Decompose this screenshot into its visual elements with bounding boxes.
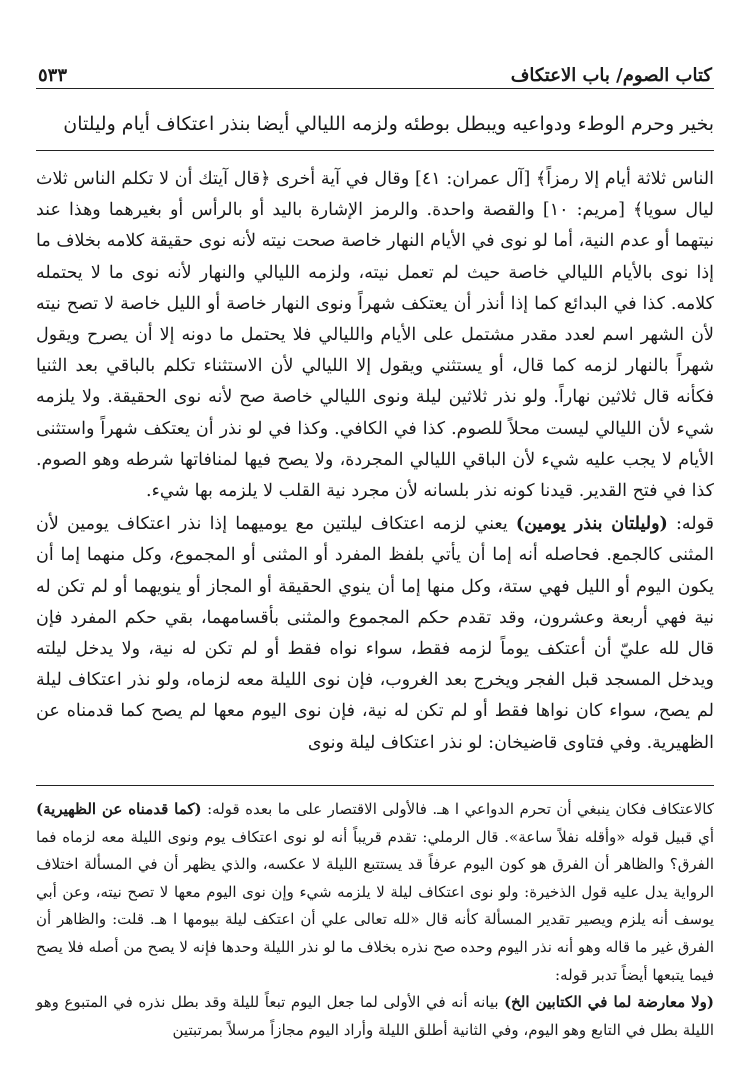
main-text: بخير وحرم الوطء ودواعيه ويبطل بوطئه ولزمه الليالي أيضا بنذر اعتكاف أيام وليلتان: [63, 113, 714, 135]
page-number: ٥٣٣: [38, 65, 68, 86]
footnote-paragraph-2: [36, 989, 714, 1044]
footnotes: [36, 796, 714, 1044]
paragraph-body: يعني لزمه اعتكاف ليلتين مع يوميهما إذا نذر اعتكاف يومين لأن المثنى كالجمع. فحاصله أنه إما أن يأتي بلفظ المفرد أو المثنى أو المجموع، وكل منهما إما أن يكون اليوم أو الليل فهي ستة، وكل منها إما أن ينوي الحقيقة أو المجاز أو ينويهما أو لم تكن له نية فهي أربعة وعشرون، وقد تقدم حكم المجموع والمثنى بأقسامهما، بقي حكم المفرد فإن قال لله عليّ أن أعتكف يوماً لزمه فقط، سواء نواه فقط أو لم تكن له نية، ولا يدخل ليلته ويدخل المسجد قبل الفجر ويخرج بعد الغروب، فإن نوى الليلة معه لزماه، ولو نذر اعتكاف ليلة لم يصح، سواء كان نواها فقط أو لم تكن له نية، فإن نوى اليوم معها لم يصح كما قدمناه عن الظهيرية. وفي فتاوى قاضيخان: لو نذر اعتكاف ليلة ونوى: [36, 514, 714, 753]
commentary-paragraph-2: [36, 509, 714, 759]
footnote-lead: كالاعتكاف فكان ينبغي أن تحرم الدواعي ا هـ. فالأولى الاقتصار على ما بعده قوله:: [201, 800, 714, 818]
footnote-quoted-phrase-2: (ولا معارضة لما في الكتابين الخ): [504, 993, 714, 1012]
quote-lead: قوله:: [667, 514, 714, 535]
commentary: [36, 164, 714, 759]
page-header: [38, 60, 712, 86]
main-text-rule: [36, 150, 714, 151]
header-rule: [36, 88, 714, 89]
footnote-body-2: بيانه أنه في الأولى لما جعل اليوم تبعاً لليلة وقد بطل نذره في المتبوع وهو الليلة بطل في التابع وهو اليوم، وفي الثانية أطلق الليلة وأراد اليوم مجازاً مرسلاً بمرتبتين: [36, 993, 714, 1039]
footnote-paragraph-1: [36, 796, 714, 989]
quoted-phrase: (وليلتان بنذر يومين): [515, 514, 668, 535]
footnote-body: أي قبيل قوله «وأقله نفلاً ساعة». قال الرملي: تقدم قريباً أنه لو نوى اعتكاف يوم ونوى الليلة معه لزماه فما الفرق؟ والظاهر أن الفرق هو كون اليوم عرفاً قد يستتبع الليلة لا عكسه، والذي يظهر أن في المسألة اختلاف الرواية يدل عليه قول الذخيرة: ولو نوى اعتكاف ليلة لا يلزمه شيء وإن نوى اليوم معها لا تصح نيته، وعن أبي يوسف أنه يلزم ويصير تقدير المسألة كأنه قال «لله تعالى علي أن اعتكف ليلة بيومها ا هـ. قلت: والظاهر أن الفرق غير ما قاله وهو أنه نذر اليوم وحده صح نذره بخلاف ما لو نذر الليلة وحدها فإنه لا يصح من أصله فلا يصح فيما يتبعها أيضاً تدبر قوله:: [36, 827, 714, 984]
footnote-rule: [36, 785, 714, 786]
footnote-quoted-phrase: (كما قدمناه عن الظهيرية): [36, 800, 202, 818]
running-title: كتاب الصوم/ باب الاعتكاف: [510, 65, 712, 86]
commentary-paragraph-1: الناس ثلاثة أيام إلا رمزاً﴾ [آل عمران: ٤١] وقال في آية أخرى ﴿قال آيتك أن لا تكلم الناس ثلاث ليال سويا﴾ [مريم: ١٠] والقصة واحدة. والرمز الإشارة باليد أو بالرأس أو بغيرهما وهذا عند نيتهما أو عدم النية، أما لو نوى في الأيام النهار خاصة صحت نيته لأنه نوى حقيقة كلامه بخلاف ما إذا نوى بالأيام الليالي خاصة حيث لم تعمل نيته، ولزمه الليالي والنهار لأنه نوى ما لا يحتمله كلامه. كذا في البدائع كما إذا أنذر أن يعتكف شهراً ونوى النهار خاصة أو الليل خاصة لا تصح نيته لأن الشهر اسم لعدد مقدر مشتمل على الأيام والليالي فلا يحتمل ما دونه إلا أن يصرح ويقول شهراً بالنهار لزمه كما قال، أو يستثني ويقول إلا الليالي لأن الاستثناء تكلم بالباقي بعد الثنيا فكأنه قال ثلاثين نهاراً. ولو نذر ثلاثين ليلة ونوى الليالي خاصة صح لأنه نوى الحقيقة. ولا يلزمه شيء لأن الليالي ليست محلاً للصوم. كذا في الكافي. وكذا في لو نذر أن يعتكف شهراً واستثنى الأيام لا يجب عليه شيء لأن الباقي الليالي المجردة، ولا يصح فيها لمنافاتها شرطه وهو الصوم. كذا في فتح القدير. قيدنا كونه نذر بلسانه لأن مجرد نية القلب لا يلزمه بها شيء.: [36, 169, 715, 502]
